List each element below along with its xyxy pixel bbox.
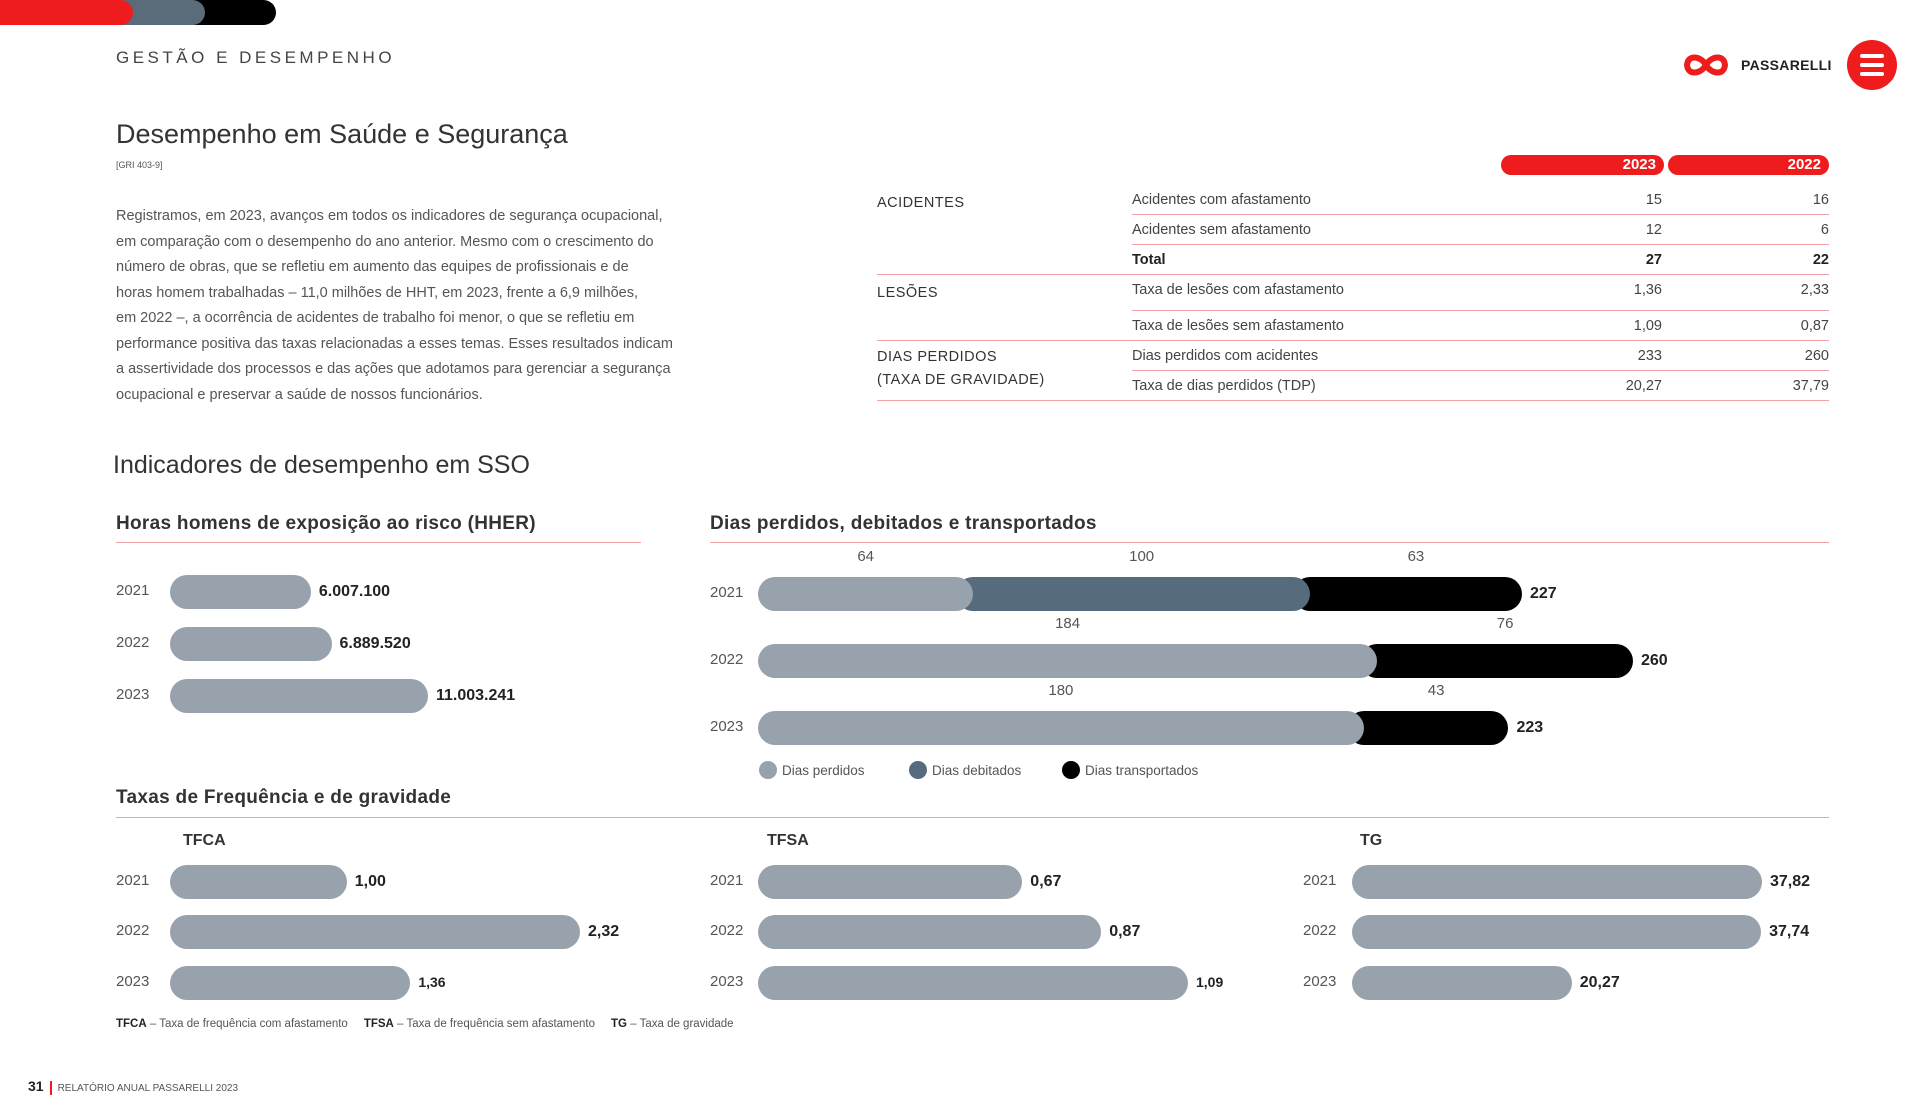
year-label: 2022 xyxy=(116,634,150,651)
brand-name: PASSARELLI xyxy=(1741,57,1832,73)
section-label: GESTÃO E DESEMPENHO xyxy=(116,48,396,67)
table-cell-2022: 0,87 xyxy=(1800,318,1829,334)
table-divider xyxy=(1132,214,1829,215)
hamburger-icon-line xyxy=(1860,72,1884,76)
chart-title-dias: Dias perdidos, debitados e transportados xyxy=(710,513,1097,534)
chart-title-tg: TG xyxy=(1360,832,1383,849)
year-label: 2023 xyxy=(116,686,150,703)
year-label: 2022 xyxy=(1303,922,1337,939)
year-header-2022: 2022 xyxy=(1668,155,1829,175)
footnote-text: – Taxa de frequência com afastamento xyxy=(146,1018,348,1030)
segment-value-label: 184 xyxy=(1055,615,1081,632)
category-taxa-gravidade: (TAXA DE GRAVIDADE) xyxy=(877,372,1045,388)
top-bar-red-segment xyxy=(0,0,133,25)
table-cell-2022: 22 xyxy=(1812,252,1829,268)
table-cell-2022: 16 xyxy=(1812,192,1829,208)
chart-title-tfca: TFCA xyxy=(183,832,226,849)
intro-line: performance positiva das taxas relacionadas a esses temas. Esses resultados indicam xyxy=(116,335,673,352)
hher-value-label: 6.889.520 xyxy=(339,635,411,652)
page-footer xyxy=(28,1078,238,1095)
table-row-label-total: Total xyxy=(1132,252,1166,268)
dias-perdidos-bar xyxy=(758,711,1364,745)
dias-transportados-bar xyxy=(1347,711,1509,745)
table-row-label: Dias perdidos com acidentes xyxy=(1132,348,1319,364)
table-cell-2023: 20,27 xyxy=(1625,378,1662,394)
intro-line: ocupacional e preservar a saúde de nossos funcionários. xyxy=(116,386,483,403)
table-cell-2023: 12 xyxy=(1645,222,1662,238)
hher-bar xyxy=(170,679,428,713)
hher-bar xyxy=(170,627,332,661)
chart-rule xyxy=(116,542,641,543)
year-label: 2021 xyxy=(710,872,744,889)
hamburger-icon-line xyxy=(1860,63,1884,67)
rate-bar-tfsa xyxy=(758,915,1101,949)
rate-value-label: 37,74 xyxy=(1769,923,1810,940)
table-row-label: Acidentes sem afastamento xyxy=(1132,222,1311,238)
menu-button[interactable] xyxy=(1847,40,1897,90)
table-cell-2023: 15 xyxy=(1645,192,1662,208)
category-dias-perdidos: DIAS PERDIDOS xyxy=(877,349,998,365)
rate-bar-tfca xyxy=(170,966,410,1000)
brand-logo[interactable] xyxy=(1683,48,1833,82)
rate-value-label: 1,00 xyxy=(354,873,386,890)
footnote-abbr: TFCA xyxy=(116,1018,147,1030)
rate-value-label: 0,87 xyxy=(1109,923,1141,940)
chart-title-tfsa: TFSA xyxy=(767,832,809,849)
year-label: 2023 xyxy=(1303,973,1337,990)
dias-total-label: 260 xyxy=(1641,652,1668,669)
legend-dias-transportados xyxy=(1062,761,1198,779)
table-row-label: Taxa de dias perdidos (TDP) xyxy=(1132,378,1316,394)
legend-label: Dias transportados xyxy=(1085,762,1199,778)
chart-rule xyxy=(710,542,1829,543)
page-number: 31 xyxy=(28,1078,44,1094)
rate-bar-tfsa xyxy=(758,966,1188,1000)
legend-dot-gray xyxy=(759,761,777,779)
dias-debitados-bar xyxy=(956,577,1310,611)
footnote-abbr: TG xyxy=(611,1018,627,1030)
segment-value-label: 100 xyxy=(1129,548,1155,565)
segment-value-label: 43 xyxy=(1427,682,1445,699)
intro-line: Registramos, em 2023, avanços em todos os indicadores de segurança ocupacional, xyxy=(116,208,663,224)
legend-label: Dias debitados xyxy=(932,762,1022,778)
rate-bar-tg xyxy=(1352,966,1572,1000)
hher-value-label: 6.007.100 xyxy=(318,583,391,600)
table-divider xyxy=(877,340,1829,341)
year-label: 2023 xyxy=(116,973,150,990)
dias-total-label: 223 xyxy=(1516,719,1544,736)
year-label: 2022 xyxy=(116,922,150,939)
table-cell-2023: 27 xyxy=(1645,252,1662,268)
dias-perdidos-bar xyxy=(758,644,1377,678)
segment-value-label: 64 xyxy=(857,548,875,565)
hher-value-label: 11.003.241 xyxy=(436,687,516,704)
table-row-label: Taxa de lesões sem afastamento xyxy=(1132,318,1344,334)
category-acidentes: ACIDENTES xyxy=(877,195,965,211)
year-label: 2022 xyxy=(710,651,744,668)
table-cell-2023: 1,36 xyxy=(1633,282,1662,298)
table-cell-2022: 2,33 xyxy=(1800,282,1829,298)
footnote-text: – Taxa de frequência sem afastamento xyxy=(393,1018,596,1030)
footnote-text: – Taxa de gravidade xyxy=(627,1018,734,1030)
intro-line: a assertividade dos processos e das ações que adotamos para gerenciar a segurança xyxy=(116,361,671,377)
table-divider xyxy=(877,400,1829,401)
intro-line: em comparação com o desempenho do ano anterior. Mesmo com o crescimento do xyxy=(116,233,654,250)
table-cell-2023: 1,09 xyxy=(1633,318,1662,334)
year-label: 2023 xyxy=(710,973,744,990)
year-header-2023: 2023 xyxy=(1501,155,1664,175)
passarelli-logo-icon xyxy=(1683,48,1729,82)
footer-separator xyxy=(50,1081,52,1095)
rate-value-label: 2,32 xyxy=(588,923,620,940)
legend-dot-black xyxy=(1062,761,1080,779)
gri-reference: [GRI 403-9] xyxy=(116,160,163,170)
table-cell-2023: 233 xyxy=(1637,348,1662,364)
intro-line: número de obras, que se refletiu em aumento das equipes de profissionais e de xyxy=(116,259,629,275)
intro-line: em 2022 –, a ocorrência de acidentes de trabalho foi menor, o que se refletiu em xyxy=(116,310,635,326)
rate-bar-tg xyxy=(1352,915,1761,949)
table-divider xyxy=(1132,370,1829,371)
dias-transportados-bar xyxy=(1293,577,1522,611)
year-label: 2021 xyxy=(116,872,150,889)
top-color-bar xyxy=(0,0,276,25)
segment-value-label: 63 xyxy=(1407,548,1425,565)
year-label: 2023 xyxy=(710,718,744,735)
footnote-abbr: TFSA xyxy=(363,1018,394,1030)
chart-title-hher: Horas homens de exposição ao risco (HHER) xyxy=(116,513,536,534)
dias-transportados-bar xyxy=(1360,644,1633,678)
report-name: RELATÓRIO ANUAL PASSARELLI 2023 xyxy=(57,1083,239,1094)
table-cell-2022: 260 xyxy=(1804,348,1829,364)
rate-bar-tfca xyxy=(170,915,580,949)
table-divider xyxy=(877,274,1829,275)
year-label: 2021 xyxy=(710,584,744,601)
rate-value-label: 1,09 xyxy=(1196,974,1224,990)
rate-bar-tfsa xyxy=(758,865,1022,899)
chart-group-title-taxas: Taxas de Frequência e de gravidade xyxy=(116,787,452,808)
intro-paragraph xyxy=(116,204,776,408)
table-divider xyxy=(1132,310,1829,311)
dias-perdidos-bar xyxy=(758,577,973,611)
footnote xyxy=(116,1018,734,1030)
year-label: 2022 xyxy=(710,922,744,939)
table-cell-2022: 37,79 xyxy=(1792,378,1829,394)
table-divider xyxy=(1132,244,1829,245)
category-lesoes: LESÕES xyxy=(877,285,939,301)
legend-dias-perdidos xyxy=(759,761,865,779)
rate-value-label: 20,27 xyxy=(1579,974,1620,991)
hher-bar xyxy=(170,575,311,609)
rate-bar-tg xyxy=(1352,865,1762,899)
intro-line: horas homem trabalhadas – 11,0 milhões de HHT, em 2023, frente a 6,9 milhões, xyxy=(116,284,639,301)
year-label: 2021 xyxy=(116,582,150,599)
legend-dias-debitados xyxy=(909,761,1021,779)
legend-dot-slate xyxy=(909,761,927,779)
rate-bar-tfca xyxy=(170,865,347,899)
table-row-label: Acidentes com afastamento xyxy=(1132,192,1311,208)
rate-value-label: 0,67 xyxy=(1030,873,1062,890)
page-title: Desempenho em Saúde e Segurança xyxy=(116,119,568,149)
segment-value-label: 76 xyxy=(1496,615,1514,632)
segment-value-label: 180 xyxy=(1048,682,1074,699)
table-row-label: Taxa de lesões com afastamento xyxy=(1132,282,1344,298)
rate-value-label: 1,36 xyxy=(418,974,446,990)
hamburger-icon-line xyxy=(1860,54,1884,58)
legend-label: Dias perdidos xyxy=(782,762,865,778)
chart-rule xyxy=(116,817,1829,818)
table-cell-2022: 6 xyxy=(1820,222,1829,238)
rate-value-label: 37,82 xyxy=(1770,873,1811,890)
indicators-heading: Indicadores de desempenho em SSO xyxy=(113,451,530,479)
year-label: 2021 xyxy=(1303,872,1337,889)
dias-total-label: 227 xyxy=(1529,585,1557,602)
